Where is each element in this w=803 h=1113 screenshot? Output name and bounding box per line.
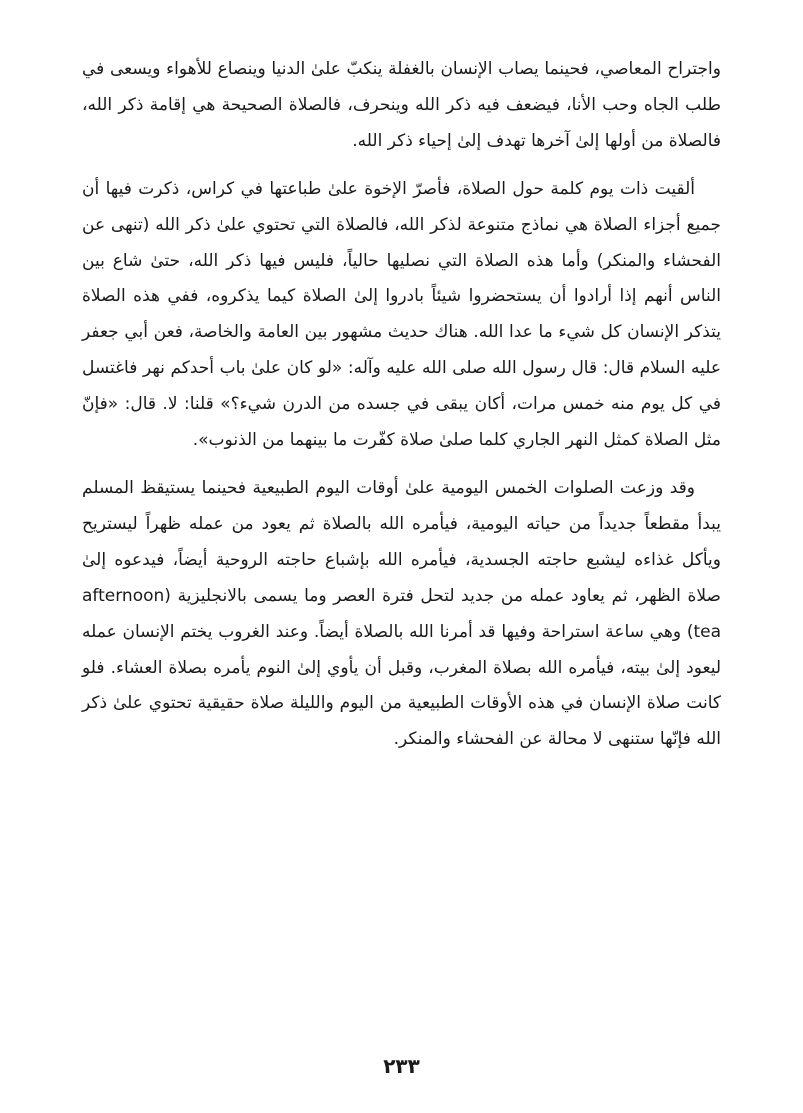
page-number: ٢٣٣ <box>383 1054 420 1078</box>
paragraph-3: وقد وزعت الصلوات الخمس اليومية علىٰ أوقات اليوم الطبيعية فحينما يستيقظ المسلم يبدأ مقطعاً جديداً من حياته اليومية، فيأمره الله بالصلاة ثم يعود من عمله ظهراً ليستريح ويأكل غذاءه ليشبع حاجته الجسدية، فيأمره الله بإشباع حاجته الروحية أيضاً، فيدعوه إلىٰ صلاة الظهر، ثم يعاود عمله من جديد لتحل فترة العصر وما يسمى بالانجليزية (afternoon tea) وهي ساعة استراحة وفيها قد أمرنا الله بالصلاة أيضاً. وعند الغروب يختم الإنسان عمله ليعود إلىٰ بيته، فيأمره الله بصلاة المغرب، وقبل أن يأوي إلىٰ النوم يأمره بصلاة العشاء. فلو كانت صلاة الإنسان في هذه الأوقات الطبيعية من اليوم والليلة صلاة حقيقية تحتوي علىٰ ذكر الله فإنّها ستنهى لا محالة عن الفحشاء والمنكر. <box>82 477 721 750</box>
paragraph-1: واجتراح المعاصي، فحينما يصاب الإنسان بالغفلة ينكبّ علىٰ الدنيا وينصاع للأهواء ويسعى في طلب الجاه وحب الأنا، فيضعف فيه ذكر الله وينحرف، فالصلاة الصحيحة هي إقامة ذكر الله، فالصلاة من أولها إلىٰ آخرها تهدف إلىٰ إحياء ذكر الله. <box>82 59 721 151</box>
body-text <box>82 52 721 770</box>
paragraph-2: ألقيت ذات يوم كلمة حول الصلاة، فأصرّ الإخوة علىٰ طباعتها في كراس، ذكرت فيها أن جميع أجزاء الصلاة هي نماذج متنوعة لذكر الله، فالصلاة التي تحتوي علىٰ ذكر الله (تنهى عن الفحشاء والمنكر) وأما هذه الصلاة التي نصليها حالياً، فليس فيها ذكر الله، حتىٰ شاع بين الناس أنهم إذا أرادوا أن يستحضروا شيئاً بادروا إلىٰ الصلاة كيما يذكروه، ففي هذه الصلاة يتذكر الإنسان كل شيء ما عدا الله. هناك حديث مشهور بين العامة والخاصة، فعن أبي جعفر عليه السلام قال: قال رسول الله صلى الله عليه وآله: «لو كان علىٰ باب أحدكم نهر فاغتسل في كل يوم منه خمس مرات، أكان يبقى في جسده من الدرن شيء؟» قلنا: لا. قال: «فإنّ مثل الصلاة كمثل النهر الجاري كلما صلىٰ صلاة كفّرت ما بينهما من الذنوب». <box>82 178 721 451</box>
